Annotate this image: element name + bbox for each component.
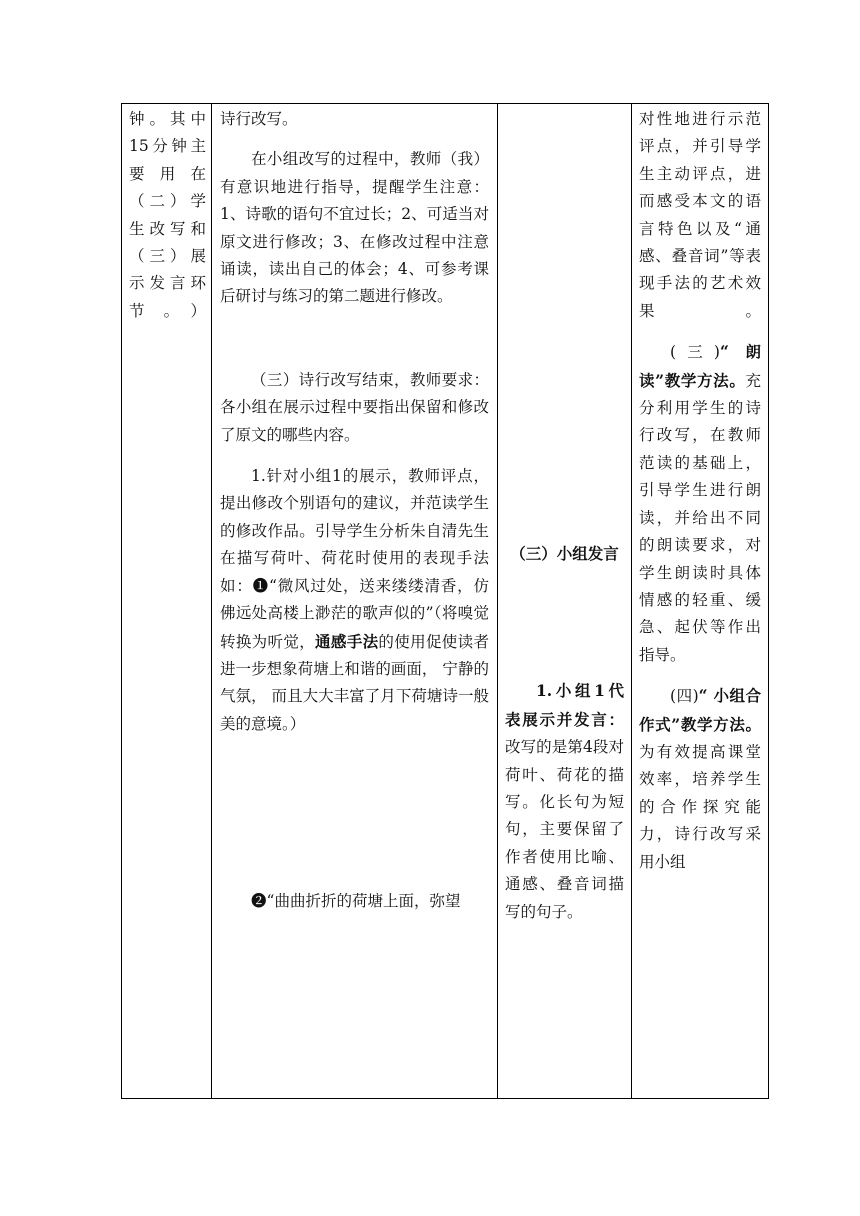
student-subheading: 1.小组1代表展示并发言：: [505, 681, 624, 729]
time-note-line: 节。）: [129, 301, 206, 320]
lesson-plan-table: [121, 103, 769, 1099]
time-column-cell: [122, 104, 212, 1099]
rationale-3-bold: “ 小组合作式”教学方法。: [639, 686, 761, 734]
student-heading: （三）小组发言: [510, 544, 619, 563]
rationale-2-body: 充分利用学生的诗行改写，在教师范读的基础上，引导学生进行朗读，并给出不同的朗读要求，对学生朗读时具体情感的轻重、缓急、起伏等作出指导。: [639, 371, 761, 664]
teacher-text-3: （三）诗行改写结束，教师要求：各小组在展示过程中要指出保留和修改了原文的哪些内容。: [220, 370, 489, 444]
table-row: [122, 104, 769, 1099]
time-note-line: （三）展: [129, 247, 206, 266]
student-activity-cell: [498, 104, 632, 1099]
teacher-text-4-intro: 1.针对小组1的展示，教师评点，提出修改个别语句的建议，并范读学生的修改作品。引导学生分析朱自清先生在描写荷叶、荷花时使用的表现手法如：: [220, 467, 489, 595]
student-text: [505, 677, 624, 926]
teacher-text-5-quote: “曲曲折折的荷塘上面，弥望: [266, 892, 461, 911]
rationale-text-2: [639, 338, 761, 669]
circled-two-marker: ❷: [251, 892, 267, 911]
time-note-line: 钟。其中: [129, 110, 206, 128]
time-note: [122, 104, 211, 325]
rationale-2-bold: “ 朗读”教学方法。: [639, 342, 761, 390]
teacher-text-1: 诗行改写。: [220, 110, 298, 128]
time-note-line: 15分钟主: [129, 137, 206, 156]
time-note-line: （二）学: [129, 192, 206, 211]
design-rationale-cell: [632, 104, 769, 1099]
teacher-text-4: [220, 463, 489, 738]
teacher-text-2: 在小组改写的过程中，教师（我）有意识地进行指导，提醒学生注意：1、诗歌的语句不宜过长；2、可适当对原文进行修改；3、在修改过程中注意诵读，读出自己的体会；4、可参考课后研讨与练习的第二题进行修改。: [220, 150, 489, 306]
teacher-text-4-bold: 通感手法: [315, 631, 379, 651]
teacher-text-4-quote: “微风过处，送来缕缕清香，仿佛远处高楼上渺茫的歌声似的”（将嗅觉转换为听觉，: [220, 576, 489, 651]
time-note-line: 示发言环: [129, 274, 206, 293]
time-note-line: 生改写和: [129, 219, 206, 238]
teacher-text-4-rest: 的使用促使读者进一步想象荷塘上和谐的画面， 宁静的气氛， 而且大大丰富了月下荷塘诗一般美的意境。）: [220, 632, 489, 733]
teacher-text-5: [220, 888, 489, 915]
rationale-text-1: 对性地进行示范评点，并引导学生主动评点，进而感受本文的语言特色以及“通感、叠音词”等表现手法的艺术效果。: [639, 110, 761, 320]
time-note-line: 要 用 在: [129, 164, 206, 183]
rationale-3-body: 为有效提高课堂效率，培养学生的合作探究能力，诗行改写采用小组: [639, 742, 761, 871]
circled-one-marker: ❶: [252, 576, 269, 595]
rationale-text-3: [639, 682, 761, 876]
rationale-3-prefix: (四): [670, 687, 699, 706]
rationale-2-prefix: (三): [670, 343, 720, 362]
teacher-activity-cell: [212, 104, 498, 1099]
student-body: 改写的是第4段对荷叶、荷花的描写。化长句为短句，主要保留了作者使用比喻、通感、叠音词描写的句子。: [505, 738, 624, 921]
